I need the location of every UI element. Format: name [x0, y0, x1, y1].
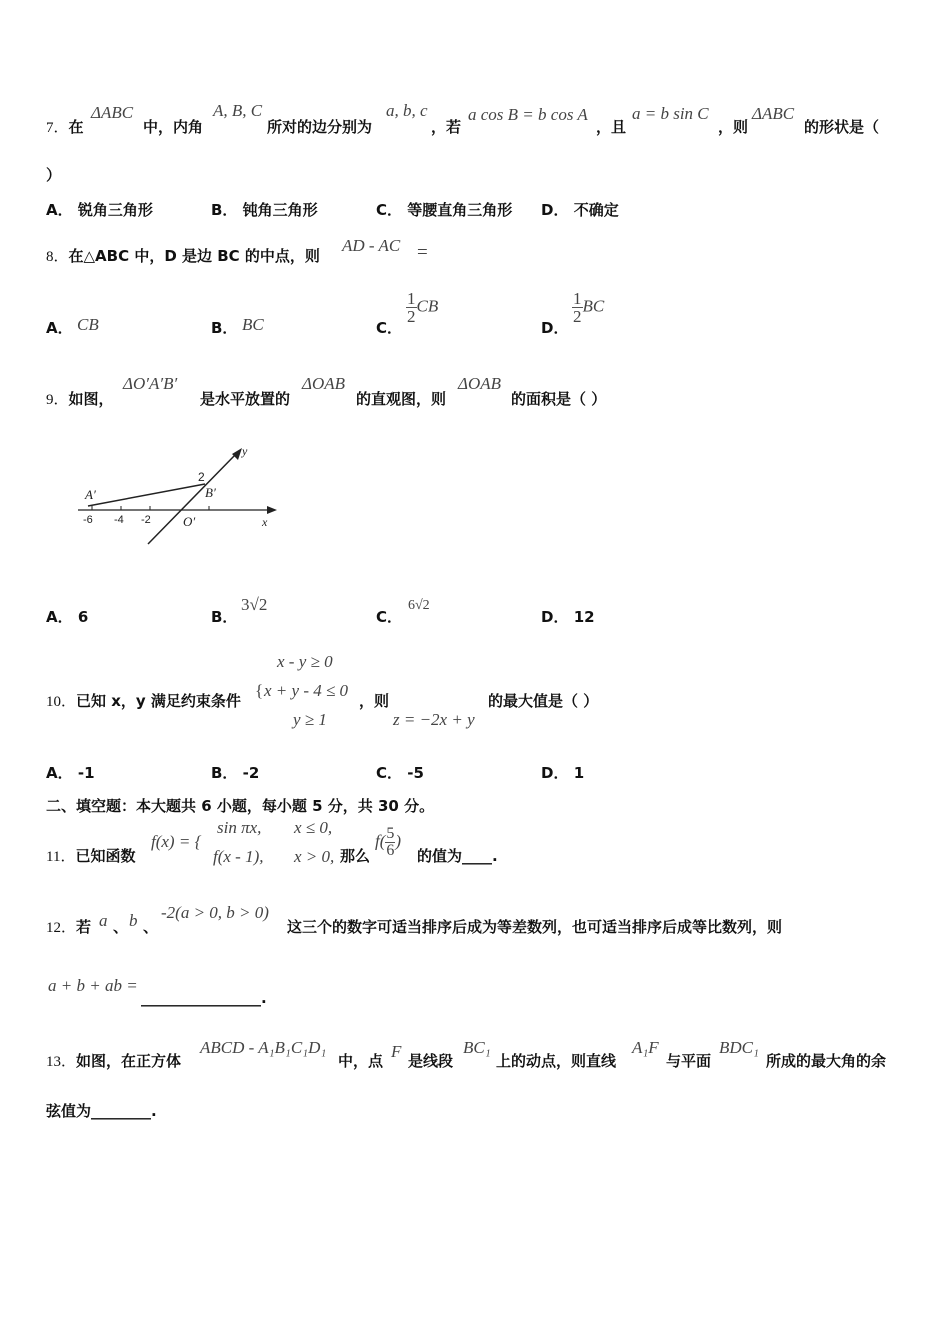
q7-math-sides: a, b, c [386, 101, 428, 120]
q11-text: 那么 [340, 847, 371, 865]
q12-text: 若 [76, 918, 92, 936]
q13-line2: 弦值为________. [46, 1102, 157, 1120]
q8-option-d-fraction: $\frac{1}{2}$ BC [573, 289, 605, 326]
q7-math-triangle2: ΔABC [752, 104, 795, 123]
q11-case1-expr: sin πx, [217, 818, 262, 837]
q12-line1 [46, 916, 91, 937]
q13-number: 13． [46, 1054, 77, 1070]
x-axis-arrow-icon [267, 506, 277, 514]
q12-answer-blank[interactable]: ________________. [141, 989, 267, 1007]
q7-option-a: A． 锐角三角形 [46, 201, 153, 219]
q9-text: 是水平放置的 [200, 390, 291, 408]
q10-constraint-2: x + y - 4 ≤ 0 [264, 681, 349, 700]
q10-line1 [46, 690, 241, 711]
q12-math-ans: a + b + ab = [48, 976, 138, 995]
q13-math-bdc1: BDC₁ [719, 1038, 759, 1057]
q7-text: 的形状是（ [804, 118, 880, 136]
q7-math-eq1: a cos B = b cos A [468, 105, 588, 124]
q7-option-c: C． 等腰直角三角形 [376, 201, 513, 219]
label-x: x [262, 515, 268, 529]
y-axis-arrow-icon [232, 448, 242, 460]
q9-text: 的面积是（ ） [511, 390, 607, 408]
q13-answer-blank[interactable]: ________ [91, 1102, 152, 1120]
q7-text: ，则 [718, 118, 749, 136]
q9-option-b: B． [211, 608, 238, 626]
q9-text: 的直观图，则 [356, 390, 447, 408]
q13-math-cube: ABCD - A₁B₁C₁D₁ [200, 1038, 327, 1057]
q12-math-b: b [129, 911, 138, 930]
q11-answer-blank[interactable]: ____ [462, 847, 493, 865]
q12-math-a: a [99, 911, 108, 930]
q13-math-bc1: BC₁ [463, 1038, 491, 1057]
q9-math-oab2: ΔOAB [458, 374, 502, 393]
q9-line1 [46, 388, 114, 409]
tick-label: -2 [141, 514, 151, 526]
q13-line1 [46, 1050, 181, 1071]
q8-option-c: C． [376, 319, 403, 337]
q13-math-a1f: A₁F [632, 1038, 659, 1057]
q8-option-b: B． [211, 319, 238, 337]
label-y: y [242, 444, 248, 458]
q7-text: ，且 [596, 118, 627, 136]
q10-brace: { [255, 681, 264, 700]
q12-math-expr: -2(a > 0, b > 0) [161, 903, 269, 922]
tick-label: -6 [83, 514, 93, 526]
q7-close-paren: ） [46, 166, 62, 184]
q9-text: 如图， [68, 390, 114, 408]
q13-text: 是线段 [408, 1052, 454, 1070]
q7-text: 所对的边分别为 [267, 118, 373, 136]
q11-line1 [46, 845, 135, 866]
q8-number: 8． [46, 249, 69, 265]
label-o-prime: O′ [183, 514, 196, 529]
q12-sep: 、 [113, 918, 129, 936]
q11-case2-cond: x > 0, [294, 847, 335, 866]
q7-text: ，若 [431, 118, 462, 136]
q13-text: 上的动点，则直线 [496, 1052, 617, 1070]
q11-case2-expr: f(x - 1), [213, 847, 264, 866]
label-a-prime: A′ [85, 487, 96, 502]
q12-text: 这三个的数字可适当排序后成为等差数列，也可适当排序后成等比数列，则 [287, 918, 783, 936]
q13-text: 与平面 [666, 1052, 712, 1070]
q8-option-b-math: BC [242, 315, 264, 334]
q7-option-d: D． 不确定 [541, 201, 619, 219]
q8-equals: = [417, 242, 428, 263]
q12-sep: 、 [143, 918, 159, 936]
q9-option-b-math: 3√2 [241, 595, 268, 614]
q8-option-a: A． [46, 319, 73, 337]
q9-option-c-math: 6√2 [408, 598, 430, 613]
label-2: 2 [198, 470, 205, 484]
q8-math-expr: AD - AC [342, 236, 401, 255]
q10-constraint-1: x - y ≥ 0 [277, 652, 333, 671]
q7-math-eq2: a = b sin C [632, 104, 709, 123]
q9-number: 9． [46, 392, 69, 408]
q9-figure [74, 440, 284, 550]
q7-math-angles: A, B, C [213, 101, 263, 120]
label-b-prime: B′ [205, 485, 216, 500]
y-axis [148, 454, 236, 544]
q11-text: 的值为____. [417, 847, 498, 865]
q8-option-a-math: CB [77, 315, 99, 334]
q9-option-a: A． 6 [46, 608, 89, 626]
q10-number: 10． [46, 694, 77, 710]
q12-number: 12． [46, 920, 77, 936]
q11-math-call: f( $\frac{5}{6}$ ) [375, 825, 402, 859]
q7-option-b: B． 钝角三角形 [211, 201, 318, 219]
q10-text: 的最大值是（ ） [488, 692, 599, 710]
q11-text: 已知函数 [75, 847, 136, 865]
q10-math-z: z = −2x + y [393, 710, 475, 729]
q8-option-d: D． [541, 319, 569, 337]
q10-text: 已知 x，y 满足约束条件 [76, 692, 241, 710]
q7-text: 在 [68, 118, 84, 136]
q9-math-prime: ΔO′A′B′ [123, 374, 178, 393]
q8-stem [46, 245, 320, 266]
q10-text: ，则 [359, 692, 390, 710]
q9-option-d: D． 12 [541, 608, 595, 626]
q7-text: 中，内角 [143, 118, 204, 136]
q11-math-f: f(x) = { [151, 832, 202, 851]
q9-option-c: C． [376, 608, 403, 626]
tick-label: -4 [114, 514, 124, 526]
q13-text: 如图，在正方体 [76, 1052, 182, 1070]
section-heading-fill-in: 二、填空题：本大题共 6 小题，每小题 5 分，共 30 分。 [46, 797, 435, 815]
q10-option-d: D． 1 [541, 764, 585, 782]
q7-line1 [46, 116, 84, 137]
q8-text: 在△ABC 中，D 是边 BC 的中点，则 [68, 247, 320, 265]
q10-option-b: B． -2 [211, 764, 260, 782]
q10-constraint-3: y ≥ 1 [293, 710, 327, 729]
q7-math-triangle: ΔABC [91, 103, 134, 122]
q10-option-a: A． -1 [46, 764, 95, 782]
q11-number: 11． [46, 849, 76, 865]
q13-text: 所成的最大角的余 [766, 1052, 887, 1070]
q11-case1-cond: x ≤ 0, [294, 818, 333, 837]
q13-math-f: F [391, 1042, 402, 1061]
q8-option-c-fraction: $\frac{1}{2}$ CB [407, 289, 439, 326]
q13-text: 中，点 [338, 1052, 384, 1070]
q9-math-oab: ΔOAB [302, 374, 346, 393]
q7-number: 7． [46, 120, 69, 136]
q10-option-c: C． -5 [376, 764, 424, 782]
